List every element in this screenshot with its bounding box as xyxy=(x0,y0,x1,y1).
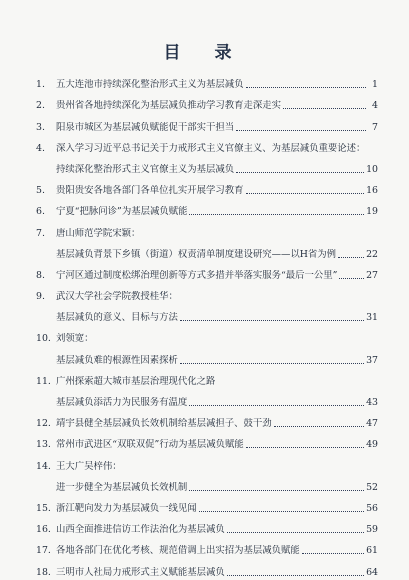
toc-entry-title: 基层减负背景下乡镇（街道）权责清单制度建设研究——以H省为例 xyxy=(56,248,337,260)
toc-leader-dots xyxy=(274,426,364,427)
toc-leader-dots xyxy=(236,172,364,173)
toc-entry[interactable] xyxy=(36,218,378,239)
toc-entry-number: 8. xyxy=(36,269,45,281)
toc-entry-number: 1. xyxy=(36,79,45,91)
toc-entry[interactable] xyxy=(36,557,378,578)
toc-entry-title: 武汉大学社会学院教授桂华： xyxy=(56,291,178,303)
table-of-contents xyxy=(36,70,378,579)
toc-entry-title: 持续深化整治形式主义官僚主义为基层减负 xyxy=(56,163,235,175)
toc-leader-dots xyxy=(246,193,365,194)
toc-entry[interactable] xyxy=(36,303,378,324)
toc-entry-title: 山西全面推进信访工作法治化为基层减负 xyxy=(56,524,225,536)
toc-entry-number: 16. xyxy=(36,524,51,536)
toc-entry-title: 进一步健全为基层减负长效机制 xyxy=(56,481,188,493)
toc-entry-number: 7. xyxy=(36,227,45,239)
toc-entry[interactable] xyxy=(36,367,378,388)
toc-entry-title: 唐山师范学院宋颖： xyxy=(56,227,141,239)
toc-entry[interactable] xyxy=(36,388,378,409)
toc-entry-number: 11. xyxy=(36,375,51,387)
toc-entry-title: 深入学习习近平总书记关于力戒形式主义官僚主义、为基层减负重要论述： xyxy=(56,142,366,154)
toc-entry[interactable] xyxy=(36,261,378,282)
toc-entry[interactable] xyxy=(36,176,378,197)
toc-leader-dots xyxy=(227,575,364,576)
toc-entry-number: 17. xyxy=(36,545,51,557)
toc-entry[interactable] xyxy=(36,70,378,91)
toc-entry-title: 贵州省各地持续深化为基层减负推动学习教育走深走实 xyxy=(56,100,282,112)
toc-leader-dots xyxy=(227,532,364,533)
toc-entry-page-number: 37 xyxy=(366,354,378,366)
toc-entry[interactable] xyxy=(36,473,378,494)
toc-entry-title: 刘领宽： xyxy=(56,333,94,345)
toc-entry[interactable] xyxy=(36,494,378,515)
toc-entry[interactable] xyxy=(36,155,378,176)
toc-entry-page-number: 1 xyxy=(372,79,378,91)
toc-entry-page-number: 61 xyxy=(366,545,378,557)
toc-entry-page-number: 19 xyxy=(366,206,378,218)
toc-leader-dots xyxy=(189,405,364,406)
toc-entry[interactable] xyxy=(36,451,378,472)
toc-entry-title: 基层减负的意义、目标与方法 xyxy=(56,312,178,324)
page-title: 目 录 xyxy=(163,43,246,63)
toc-entry-page-number: 49 xyxy=(366,439,378,451)
toc-entry-number: 2. xyxy=(36,100,45,112)
toc-entry-number: 9. xyxy=(36,291,45,303)
toc-entry-page-number: 64 xyxy=(366,566,378,578)
toc-entry-title: 基层减负添活力为民服务有温度 xyxy=(56,397,188,408)
toc-entry-number: 10. xyxy=(36,333,51,345)
toc-entry-number: 14. xyxy=(36,460,51,472)
toc-entry-page-number: 59 xyxy=(366,524,378,536)
toc-entry-title: 王大广吴梓伟： xyxy=(56,460,122,472)
toc-entry-page-number: 56 xyxy=(366,502,378,514)
toc-entry-number: 13. xyxy=(36,439,51,451)
toc-entry-title: 浙江靶向发力为基层减负一线见闻 xyxy=(56,502,197,514)
toc-entry[interactable] xyxy=(36,134,378,155)
toc-entry-title: 各地各部门在优化考核、规范借调上出实招为基层减负赋能 xyxy=(56,545,300,557)
toc-entry-page-number: 16 xyxy=(366,185,378,197)
toc-leader-dots xyxy=(199,511,364,512)
toc-entry-page-number: 52 xyxy=(366,481,378,493)
toc-entry[interactable] xyxy=(36,345,378,366)
toc-entry-title: 常州市武进区“双联双促”行动为基层减负赋能 xyxy=(56,439,244,451)
toc-entry[interactable] xyxy=(36,197,378,218)
toc-entry-title: 靖宇县健全基层减负长效机制给基层减担子、鼓干劲 xyxy=(56,418,272,430)
toc-leader-dots xyxy=(189,490,364,491)
toc-entry-title: 阳泉市城区为基层减负赋能促干部实干担当 xyxy=(56,121,235,133)
toc-entry-title: 基层减负难的根源性因素探析 xyxy=(56,354,178,366)
toc-entry-title: 宁河区通过制度松绑治理创新等方式多措并举落实服务“最后一公里” xyxy=(56,269,338,281)
toc-entry-number: 18. xyxy=(36,566,51,578)
toc-leader-dots xyxy=(339,278,364,279)
toc-entry-page-number: 22 xyxy=(366,248,378,260)
toc-leader-dots xyxy=(338,257,364,258)
toc-entry-page-number: 7 xyxy=(372,121,378,133)
toc-entry[interactable] xyxy=(36,430,378,451)
toc-entry-number: 4. xyxy=(36,142,45,154)
toc-leader-dots xyxy=(246,87,366,88)
toc-entry[interactable] xyxy=(36,536,378,557)
toc-entry[interactable] xyxy=(36,324,378,345)
toc-entry[interactable] xyxy=(36,282,378,303)
toc-entry-page-number: 47 xyxy=(366,418,378,430)
toc-entry-page-number: 27 xyxy=(366,269,378,281)
toc-entry-title: 三明市人社局力戒形式主义赋能基层减负 xyxy=(56,566,225,578)
toc-entry-number: 3. xyxy=(36,121,45,133)
toc-leader-dots xyxy=(246,447,364,448)
toc-entry[interactable] xyxy=(36,91,378,112)
toc-entry-title: 广州探索超大城市基层治理现代化之路 xyxy=(56,375,216,387)
toc-entry[interactable] xyxy=(36,240,378,261)
toc-leader-dots xyxy=(302,553,364,554)
toc-entry-page-number: 4 xyxy=(372,100,378,112)
toc-entry-title: 贵阳贵安各地各部门各单位扎实开展学习教育 xyxy=(56,185,244,197)
toc-leader-dots xyxy=(180,363,364,364)
toc-entry-page-number: 31 xyxy=(366,312,378,324)
toc-entry-number: 12. xyxy=(36,418,51,430)
toc-entry[interactable] xyxy=(36,112,378,133)
toc-entry[interactable] xyxy=(36,409,378,430)
toc-entry[interactable] xyxy=(36,515,378,536)
toc-leader-dots xyxy=(283,108,366,109)
toc-leader-dots xyxy=(180,320,364,321)
toc-entry-page-number: 10 xyxy=(366,163,378,175)
toc-entry-title: 宁夏“把脉问诊”为基层减负赋能 xyxy=(56,206,188,218)
toc-entry-page-number: 43 xyxy=(366,397,378,408)
toc-entry-title: 五大连池市持续深化整治形式主义为基层减负 xyxy=(56,79,244,91)
toc-entry-number: 5. xyxy=(36,185,45,197)
toc-entry-number: 6. xyxy=(36,206,45,218)
toc-leader-dots xyxy=(189,214,364,215)
toc-leader-dots xyxy=(236,130,366,131)
toc-entry-number: 15. xyxy=(36,502,51,514)
